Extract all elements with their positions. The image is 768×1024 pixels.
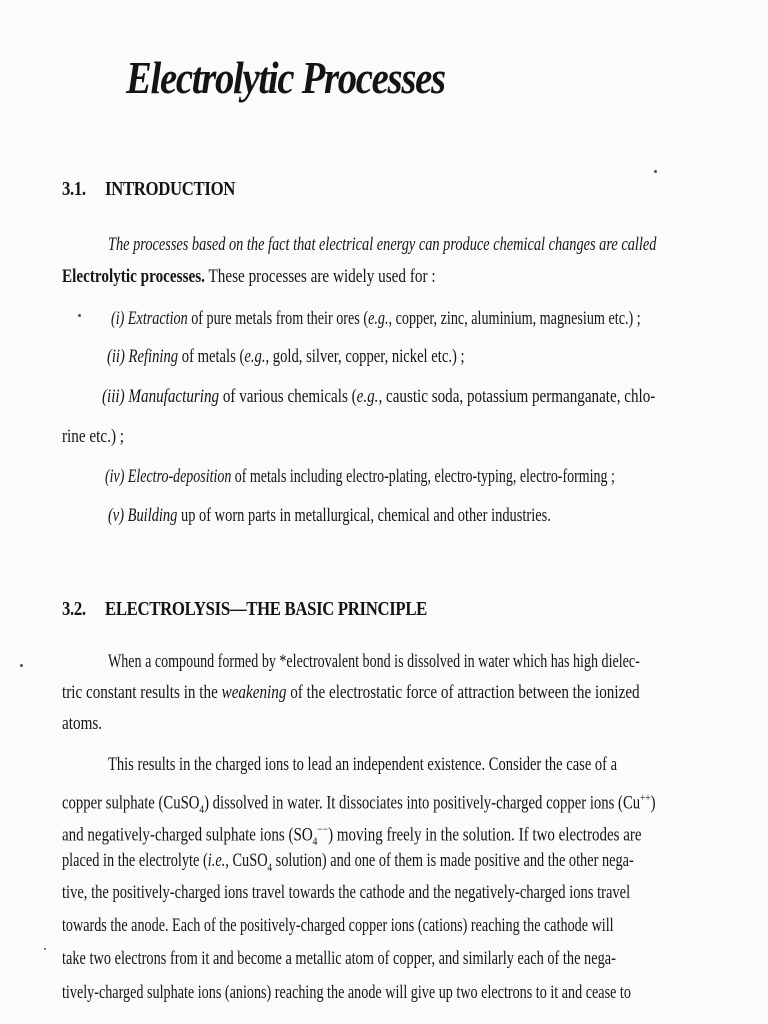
- emphasis: i.e.,: [207, 850, 229, 871]
- list-term: Extraction: [127, 308, 188, 329]
- section-number: 3.1.: [62, 179, 86, 200]
- paragraph-line: tive, the positively-charged ions travel towards the cathode and the negatively-charged ions travel: [62, 882, 631, 903]
- section-heading-electrolysis: [62, 599, 427, 621]
- text-run: of the electrostatic force of attraction between the ionized: [286, 682, 640, 703]
- list-item: [102, 385, 655, 409]
- text-run: CuSO: [228, 850, 268, 871]
- subscript: 4: [267, 859, 273, 874]
- section-heading-introduction: [62, 179, 235, 201]
- list-item: [107, 345, 465, 369]
- list-text: of metals including electro-plating, electro-typing, electro-forming ;: [231, 466, 615, 487]
- list-text: up of worn parts in metallurgical, chemical and other industries.: [177, 505, 551, 526]
- section-number: 3.2.: [62, 599, 86, 620]
- list-marker: (iv): [105, 466, 128, 487]
- section-title: ELECTROLYSIS—THE BASIC PRINCIPLE: [105, 599, 428, 620]
- superscript: −−: [317, 822, 329, 836]
- text-run: ) moving freely in the solution. If two electrodes are: [328, 824, 642, 846]
- scan-speck: [20, 664, 23, 667]
- list-eg: e.g.,: [244, 346, 270, 367]
- paragraph-line: [62, 785, 656, 821]
- list-item: [108, 504, 551, 528]
- chapter-title: Electrolytic Processes: [126, 53, 445, 103]
- text-run: copper sulphate (CuSO: [62, 792, 200, 814]
- list-text: of pure metals from their ores (: [187, 308, 369, 329]
- paragraph-line: [62, 817, 642, 853]
- list-term: Electro-deposition: [127, 466, 232, 487]
- list-term: Manufacturing: [128, 386, 220, 407]
- paragraph-line: atoms.: [62, 713, 103, 734]
- term-electrolytic-processes: Electrolytic processes.: [62, 266, 205, 287]
- emphasis: weakening: [221, 682, 287, 703]
- subscript: 4: [199, 802, 205, 817]
- intro-rest: These processes are widely used for :: [204, 266, 436, 287]
- paragraph-line: towards the anode. Each of the positively-charged copper ions (cations) reaching the cathode will: [62, 915, 614, 936]
- list-text: copper, zinc, aluminium, magnesium etc.) ;: [392, 308, 641, 329]
- list-text: caustic soda, potassium permanganate, chlo-: [382, 386, 656, 407]
- text-run: ) dissolved in water. It dissociates into positively-charged copper ions (Cu: [204, 792, 641, 814]
- scan-speck: [654, 170, 657, 173]
- list-text: gold, silver, copper, nickel etc.) ;: [269, 346, 465, 367]
- text-run: solution) and one of them is made positive and the other nega-: [272, 850, 634, 871]
- list-marker: (ii): [107, 346, 129, 367]
- list-item: [111, 307, 641, 331]
- text-run: placed in the electrolyte (: [62, 850, 208, 871]
- list-eg: e.g.,: [356, 386, 383, 407]
- list-item: [105, 465, 615, 489]
- scan-speck: [78, 314, 81, 317]
- list-marker: (iii): [102, 386, 129, 407]
- list-text: of metals (: [178, 346, 245, 367]
- paragraph-line: When a compound formed by *electrovalent bond is dissolved in water which has high dielec-: [108, 651, 640, 672]
- paragraph-line: tively-charged sulphate ions (anions) reaching the anode will give up two electrons to it and cease to: [62, 982, 631, 1003]
- list-term: Refining: [128, 346, 179, 367]
- text-run: tric constant results in the: [62, 682, 222, 703]
- intro-sentence: The processes based on the fact that electrical energy can produce chemical changes are called: [108, 234, 657, 255]
- list-term: Building: [127, 505, 178, 526]
- scan-speck: [44, 948, 46, 950]
- section-title: INTRODUCTION: [105, 179, 236, 200]
- list-marker: (v): [108, 505, 128, 526]
- superscript: ++: [640, 790, 651, 804]
- paragraph-line: This results in the charged ions to lead an independent existence. Consider the case of a: [108, 754, 618, 775]
- list-marker: (i): [111, 308, 128, 329]
- intro-continuation: [62, 265, 436, 289]
- text-run: and negatively-charged sulphate ions (SO: [62, 824, 313, 846]
- paragraph-line: [62, 849, 634, 879]
- list-text: of various chemicals (: [219, 386, 357, 407]
- list-eg: e.g.,: [368, 308, 393, 329]
- text-run: ): [650, 792, 656, 814]
- paragraph-line: take two electrons from it and become a metallic atom of copper, and similarly each of the nega-: [62, 948, 616, 969]
- subscript: 4: [312, 834, 318, 849]
- list-item-continuation: rine etc.) ;: [62, 426, 125, 447]
- paragraph-line: [62, 681, 640, 705]
